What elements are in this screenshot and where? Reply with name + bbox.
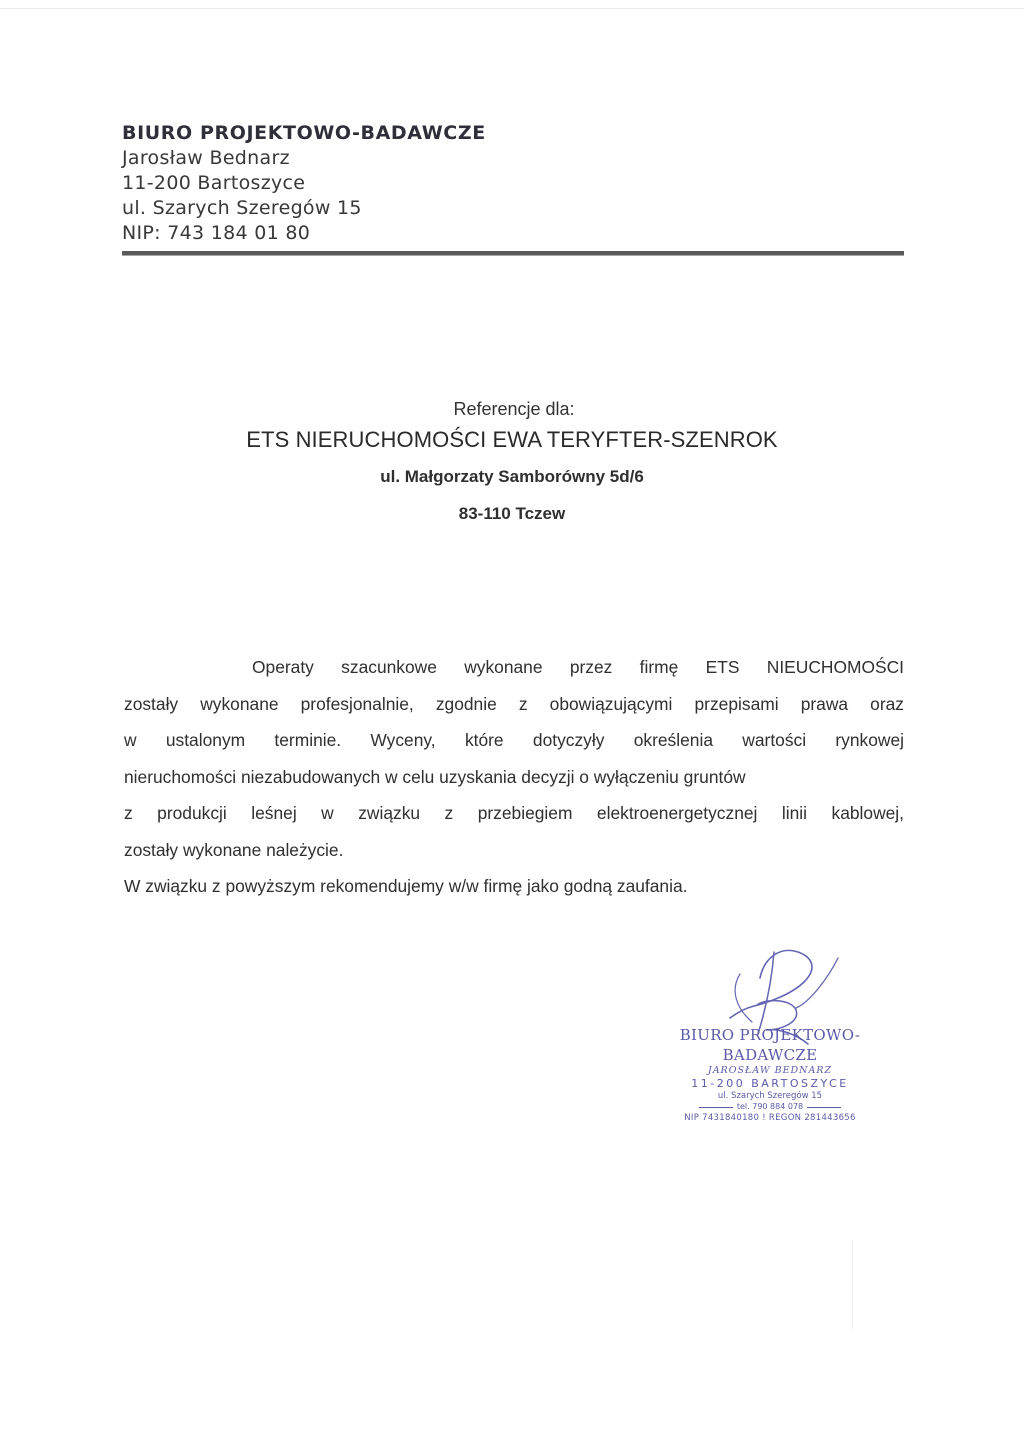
letterhead-street: ul. Szarych Szeregów 15 <box>122 197 362 219</box>
letterhead-company: BIURO PROJEKTOWO-BADAWCZE <box>122 122 486 144</box>
body-line: z produkcji leśnej w związku z przebiegiem elektroenergetycznej linii kablowej, <box>124 803 904 823</box>
letter-body <box>124 649 904 905</box>
stamp-ids: NIP 7431840180 ! REGON 281443656 <box>684 1113 856 1123</box>
stamp-city: 11-200 BARTOSZYCE <box>691 1077 849 1090</box>
letterhead-owner: Jarosław Bednarz <box>122 147 290 169</box>
stamp-phone-row <box>650 1102 890 1112</box>
company-stamp <box>650 1025 890 1124</box>
letterhead-divider <box>122 251 904 256</box>
recipient-intro: Referencje dla: <box>453 399 575 419</box>
stamp-rule-right <box>807 1107 841 1108</box>
recipient-block <box>0 396 1024 526</box>
body-line: Operaty szacunkowe wykonane przez firmę ETS NIEUCHOMOŚCI <box>252 657 904 677</box>
scan-artifact <box>852 1240 853 1330</box>
letterhead-nip: NIP: 743 184 01 80 <box>122 222 311 244</box>
recipient-city: 83-110 Tczew <box>458 504 566 523</box>
stamp-phone: tel. 790 884 078 <box>736 1102 804 1111</box>
stamp-owner: JAROSŁAW BEDNARZ <box>707 1065 833 1076</box>
body-line: zostały wykonane profesjonalnie, zgodnie z obowiązującymi przepisami prawa oraz <box>124 693 904 714</box>
recipient-street: ul. Małgorzaty Samborówny 5d/6 <box>380 467 644 486</box>
body-line: W związku z powyższym rekomendujemy w/w firmę jako godną zaufania. <box>124 876 688 896</box>
body-line: nieruchomości niezabudowanych w celu uzyskania decyzji o wyłączeniu gruntów <box>124 766 746 787</box>
stamp-rule-left <box>699 1107 733 1108</box>
stamp-street: ul. Szarych Szeregów 15 <box>717 1091 823 1101</box>
body-line: w ustalonym terminie. Wyceny, które dotyczyły określenia wartości rynkowej <box>124 730 904 750</box>
scan-top-edge <box>0 8 1024 9</box>
letterhead <box>122 120 904 256</box>
letterhead-city: 11-200 Bartoszyce <box>122 172 306 194</box>
recipient-name: ETS NIERUCHOMOŚCI EWA TERYFTER-SZENROK <box>246 427 778 452</box>
body-line: zostały wykonane należycie. <box>124 839 344 860</box>
stamp-company: BIURO PROJEKTOWO-BADAWCZE <box>679 1026 861 1064</box>
